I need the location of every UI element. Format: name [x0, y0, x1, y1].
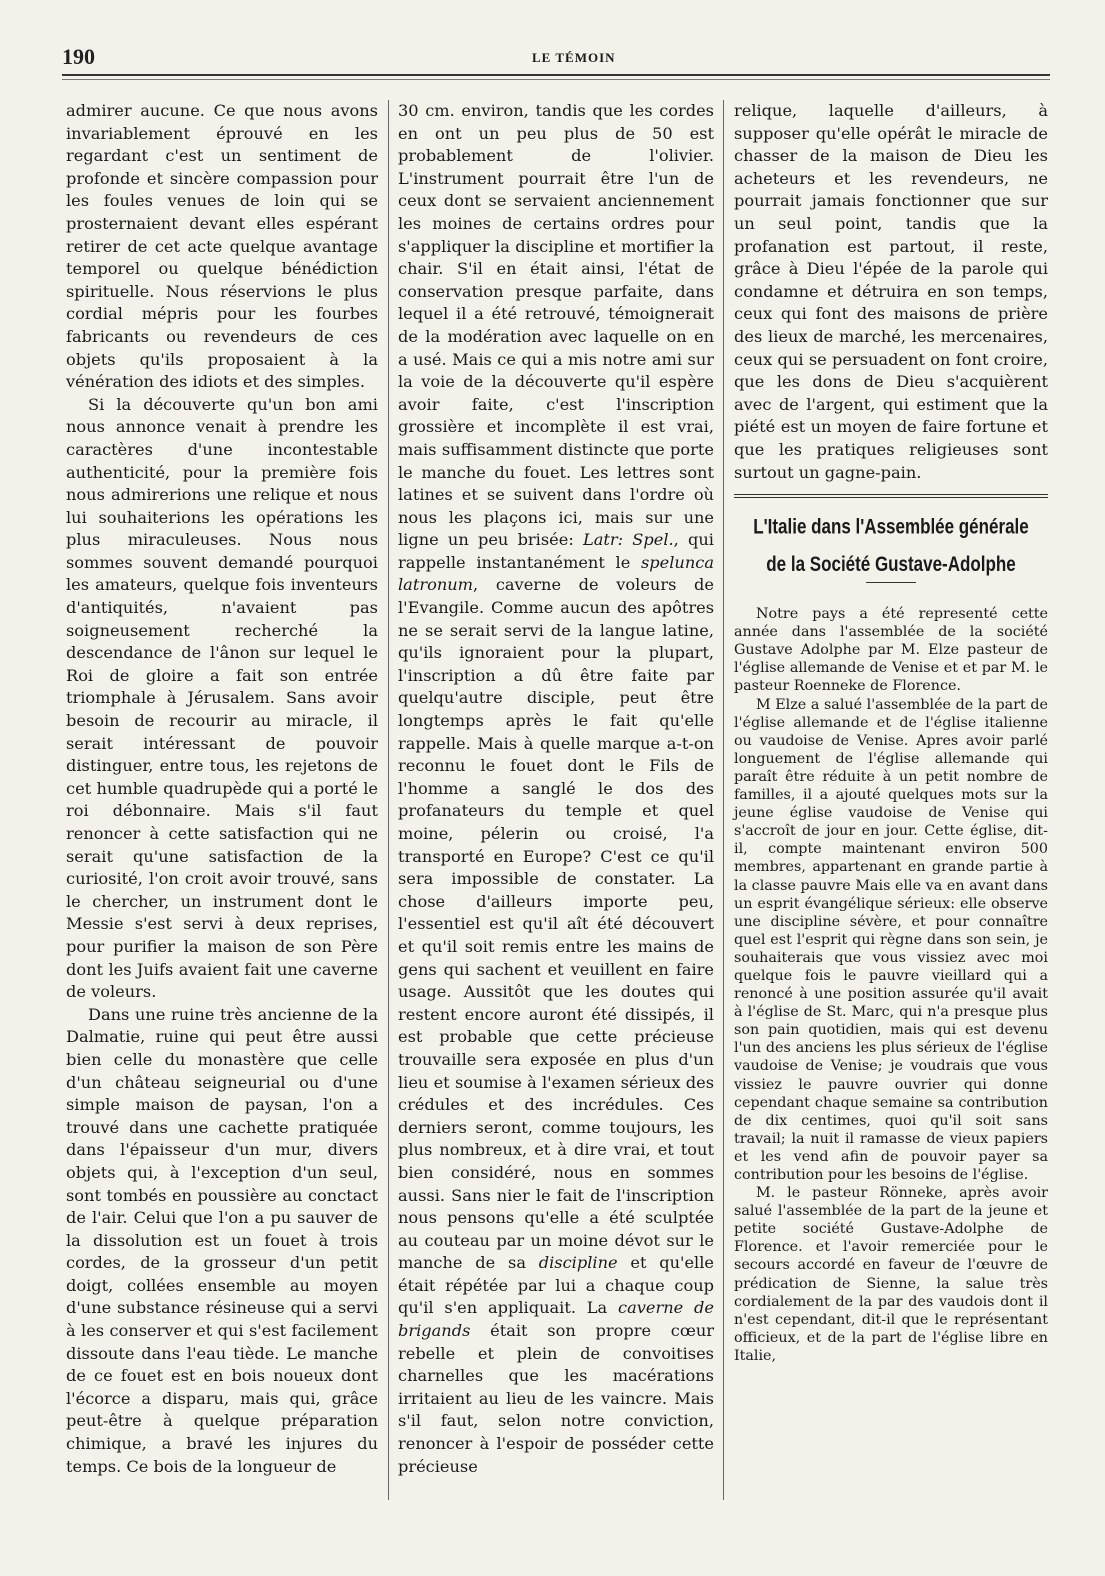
paragraph: relique, laquelle d'ailleurs, à supposer qu'elle opérât le miracle de chasser de la maison de Dieu les acheteurs et les revendeurs, ne pourrait jamais fonctionner que sur un seul point, tandis que la profanation est partout, il reste, grâce à Dieu l'épée de la parole qui condamne et détruira en son temps, ceux qui font des maisons de prière des lieux de marché, les mercenaires, ceux qui se persuadent on font croire, que les dons de Dieu s'acquièrent avec de l'argent, qui estiment que la piété est un moyen de faire fortune et que les pratiques religieuses sont surtout un gagne-pain.: [734, 101, 1048, 482]
section-separator: [734, 494, 1048, 498]
section-title: [734, 509, 1048, 584]
section-title-line: L'Italie dans l'Assemblée générale: [753, 514, 1029, 539]
article-body: [734, 605, 1048, 1365]
paragraph: admirer aucune. Ce que nous avons invariablement éprouvé en les regardant c'est un sentiment de profonde et sincère compassion pour les foules venues de loin qui se prosternaient devant elles espérant retirer de cet acte quelque avantage temporel ou quelque bénédiction spirituelle. Nous réservions le plus cordial mépris pour les fourbes fabricants ou revendeurs de ces objets qu'ils proposaient à la vénération des idiots et des simples.: [66, 101, 378, 392]
italic-text: Latr: Spel.: [582, 530, 674, 550]
italic-text: spelunca latronum: [398, 552, 714, 595]
paragraph: [398, 100, 714, 1478]
paragraph: M. le pasteur Rönneke, après avoir salué l'assemblée de la part de la jeune et petite société Gustave-Adolphe de Florence. et l'avoir remerciée pour le secours accordé en faveur de l'œuvre de prédication de Sienne, la salue très cordialement de la par des vaudois dont il n'est cependant, dit-il que le représentant officieux, et de la part de l'église libre en Italie,: [734, 1185, 1048, 1364]
column-1: [66, 100, 378, 1478]
italic-text: discipline: [538, 1253, 618, 1273]
page-header: [62, 44, 1050, 70]
header-rule: [62, 74, 1050, 80]
text-run: , qui rappelle instantanément le: [398, 530, 714, 572]
italic-text: caverne de brigands: [398, 1298, 714, 1341]
column-3: [734, 100, 1048, 1365]
text-run: était son propre cœur rebelle et plein de convoitises charnelles que les macérations irritaient au lieu de les vaincre. Mais s'il faut, selon notre conviction, renoncer à l'espoir de posséder cette précieuse: [398, 1321, 714, 1476]
running-title: LE TÉMOIN: [532, 50, 616, 65]
column-2: [398, 100, 714, 1478]
text-run: , caverne de voleurs de l'Evangile. Comme aucun des apôtres ne se serait servi de la langue latine, qu'ils ignoraient pour la plupart, l'inscription a dû être faite par quelqu'autre disciple, peut être longtemps après le fait qu'elle rappelle. Mais à quelle marque a-t-on reconnu le fouet dont le Fils de l'homme a sanglé le dos des profanateurs du temple et quel moine, pélerin ou croisé, l'a transporté en Europe? C'est ce qu'il sera impossible de constater. La chose d'ailleurs importe peu, l'essentiel est qu'il aît été découvert et qu'il soit remis entre les mains de gens qui sachent et veuillent en faire usage. Aussitôt que les doutes qui restent encore auront été dissipés, il est probable que cette précieuse trouvaille sera exposée en plus d'un lieu et soumise à l'examen sérieux des crédules et des incrédules. Ces derniers seront, comme toujours, les plus nombreux, et à dire vrai, et tout bien considéré, nous en sommes aussi. Sans nier le fait de l'inscription nous pensons qu'elle a été sculptée au couteau par un moine dévot sur le manche de sa: [398, 575, 714, 1273]
text-run: et qu'elle était répétée par lui a chaque coup qu'il s'en appliquait. La: [398, 1253, 714, 1318]
paragraph: Notre pays a été representé cette année dans l'assemblée de la société Gustave Adolphe par M. Elze pasteur de l'église allemande de Venise et et par M. le pasteur Roenneke de Florence.: [734, 606, 1048, 695]
text-run: 30 cm. environ, tandis que les cordes en ont un peu plus de 50 est probablement de l'olivier. L'instrument pourrait être l'un de ceux dont se servaient anciennement les moines de certains ordres pour s'appliquer la discipline et mortifier la chair. S'il en était ainsi, l'état de conservation presque parfaite, dans lequel il a été retrouvé, témoignerait de la modération avec laquelle on en a usé. Mais ce qui a mis notre ami sur la voie de la découverte qu'il espère avoir faite, c'est l'inscription grossière et incomplète il est vrai, mais suffisamment distincte que porte le manche du fouet. Les lettres sont latines et se suivent dans l'ordre où nous les plaçons ici, mais sur une ligne un peu brisée:: [398, 101, 714, 550]
page-number: 190: [62, 44, 95, 69]
paragraph: Dans une ruine très ancienne de la Dalmatie, ruine qui peut être aussi bien celle du monastère que celle d'un château seigneurial ou d'une simple maison de paysan, l'on a trouvé dans une cachette pratiquée dans l'épaisseur d'un mur, divers objets qui, à l'exception d'un seul, sont tombés en poussière au conctact de l'air. Celui que l'on a pu sauver de la dissolution est un fouet à trois cordes, de la grosseur d'un petit doigt, collées ensemble au moyen d'une substance résineuse qui a servi à les conserver et qui s'est facilement dissoute dans l'eau tiède. Le manche de ce fouet est en bois noueux dont l'écorce a disparu, mais qui, grâce peut-être à quelque préparation chimique, a bravé les injures du temps. Ce bois de la longueur de: [66, 1004, 378, 1476]
paragraph: Si la découverte qu'un bon ami nous annonce venait à prendre les caractères d'une incontestable authenticité, pour la première fois nous admirerions une relique et nous lui souhaiterions les opérations les plus miraculeuses. Nous nous sommes souvent demandé pourquoi les amateurs, quelque fois inventeurs d'antiquités, n'avaient pas soigneusement recherché la descendance de l'ânon sur lequel le Roi de gloire a fait son entrée triomphale à Jérusalem. Sans avoir besoin de recourir au miracle, il serait intéressant de pouvoir distinguer, entre tous, les rejetons de cet humble quadrupède qui a porté le roi débonnaire. Mais s'il faut renoncer à cette satisfaction qui ne serait qu'une satisfaction de la curiosité, l'on croit avoir trouvé, sans le chercher, un instrument dont le Messie s'est servi à deux reprises, pour purifier la maison de son Père dont les Juifs avaient fait une caverne de voleurs.: [66, 394, 378, 1002]
column-divider: [723, 100, 724, 1500]
column-divider: [388, 100, 389, 1500]
section-title-line: de la Société Gustave-Adolphe: [766, 552, 1016, 577]
paragraph: M Elze a salué l'assemblée de la part de l'église allemande et de l'église italienne ou vaudoise de Venise. Apres avoir parlé longuement de l'église allemande qui paraît être réduite à un petit nombre de familles, il a ajouté quelques mots sur la jeune église vaudoise de Venise qui s'accroît de jour en jour. Cette église, dit-il, compte maintenant environ 500 membres, appartenant en grande partie à la classe pauvre Mais elle va en avant dans un esprit évangélique sérieux: elle observe une discipline sévère, et pour connaître quel est l'esprit qui règne dans son sein, je souhaiterais que vous vissiez avec moi quelque fois le pauvre vieillard qui a renoncé à une position assurée qu'il avait à l'église de St. Marc, qui n'a presque plus son pain quotidien, mais qui est devenu l'un des anciens les plus sérieux de l'église vaudoise de Venise; je voudrais que vous vissiez le pauvre ouvrier qui donne cependant chaque semaine sa contribution de dix centimes, quoi qu'il soit sans travail; la nuit il ramasse de vieux papiers et les vend afin de pouvoir payer sa contribution pour les besoins de l'église.: [734, 696, 1048, 1183]
